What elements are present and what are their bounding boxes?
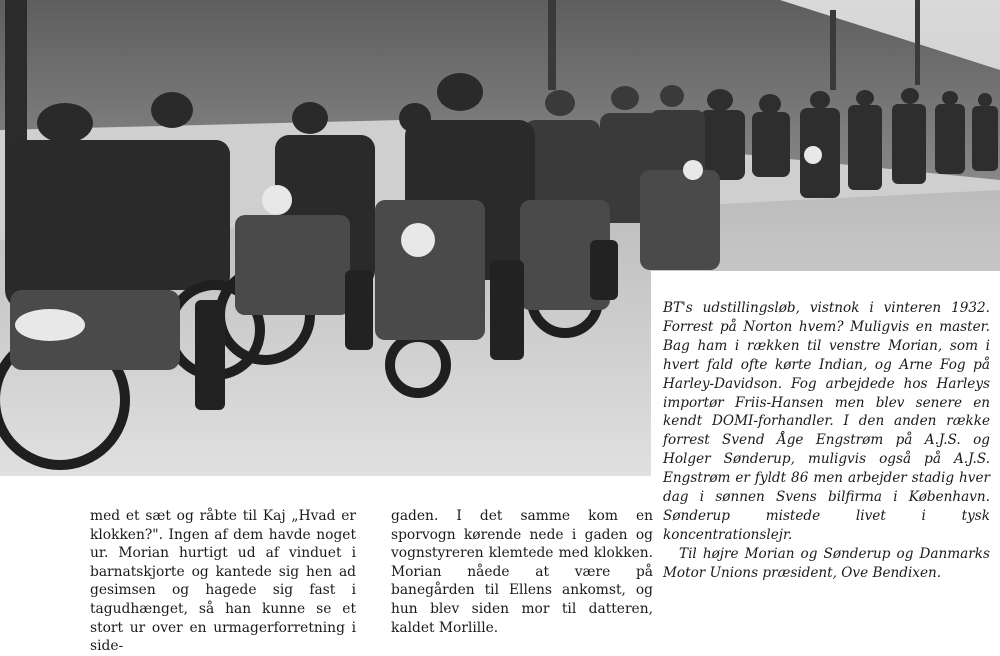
body-column-2 — [391, 507, 653, 637]
caption-paragraph-1: BT's udstillingsløb, vistnok i vinteren 1932. Forrest på Norton hvem? Muligvis en master. Bag ham i rækken til venstre Morian, som i hvert fald ofte kørte Indian, og Arne Fog på Harley-Davidson. Fog arbejdede hos Harleys importør Friis-Hansen men blev senere en kendt DOMI-forhandler. I den anden række forrest Svend Åge Engstrøm på A.J.S. og Holger Sønderup, muligvis også på A.J.S. Engstrøm er fyldt 86 men arbejder stadig hver dag i sønnen Svens bilfirma i København. Sønderup mistede livet i tysk koncentrationslejr. — [663, 300, 990, 543]
body-column-2-text: gaden. I det samme kom en sporvogn kørende nede i gaden og vognstyreren klemtede med klokken. Morian nåede at være på banegården til Ellens ankomst, og hun blev siden mor til datteren, kaldet Morlille. — [391, 508, 653, 636]
photo-caption — [663, 299, 990, 583]
body-column-1 — [90, 507, 356, 656]
caption-paragraph-2: Til højre Morian og Sønderup og Danmarks Motor Unions præsident, Ove Bendixen. — [663, 545, 990, 581]
body-column-1-text: med et sæt og råbte til Kaj „Hvad er klokken?". Ingen af dem havde noget ur. Morian hurtigt ud af vinduet i barnatskjorte og kantede sig hen ad gesimsen og hagede sig fast i tagudhænget, så han kunne se et stort ur over en urmagerforretning i side- — [90, 508, 356, 655]
